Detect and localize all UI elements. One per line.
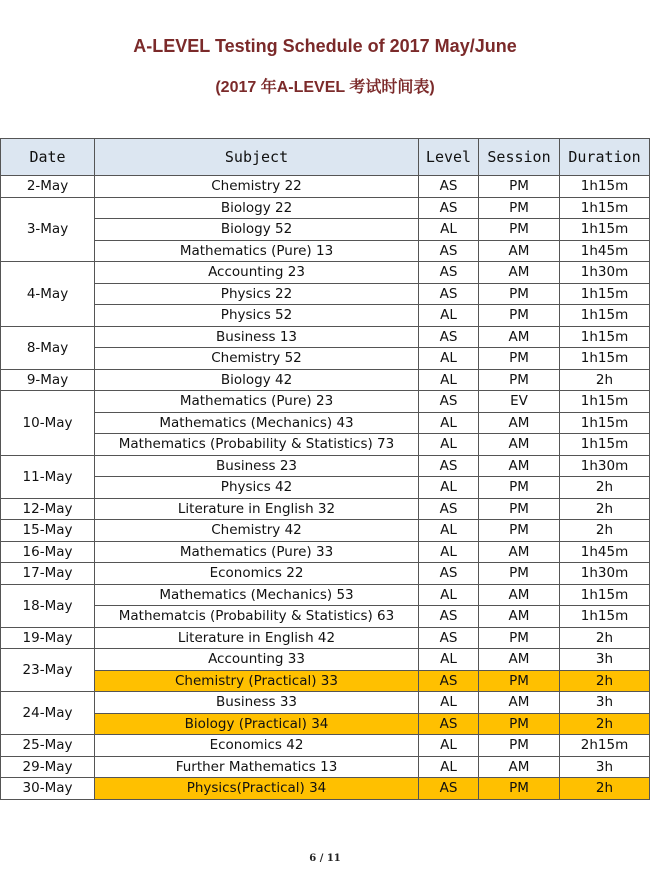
session-cell: AM: [479, 756, 560, 778]
duration-cell: 2h: [560, 477, 650, 499]
duration-cell: 1h30m: [560, 262, 650, 284]
table-row: [1, 412, 650, 434]
table-row: [1, 434, 650, 456]
duration-cell: 2h: [560, 713, 650, 735]
subject-cell: Mathematics (Pure) 23: [95, 391, 419, 413]
duration-cell: 2h: [560, 778, 650, 800]
level-cell: AL: [419, 692, 479, 714]
table-row: [1, 498, 650, 520]
duration-cell: 1h15m: [560, 606, 650, 628]
table-row: [1, 756, 650, 778]
level-cell: AL: [419, 434, 479, 456]
table-row: [1, 692, 650, 714]
level-cell: AS: [419, 197, 479, 219]
date-cell: 12-May: [1, 498, 95, 520]
level-cell: AS: [419, 627, 479, 649]
date-cell: 8-May: [1, 326, 95, 369]
level-cell: AS: [419, 176, 479, 198]
subject-cell: Physics(Practical) 34: [95, 778, 419, 800]
level-cell: AS: [419, 326, 479, 348]
table-row: [1, 563, 650, 585]
subject-cell: Physics 52: [95, 305, 419, 327]
session-cell: PM: [479, 670, 560, 692]
level-cell: AS: [419, 713, 479, 735]
duration-cell: 3h: [560, 692, 650, 714]
level-cell: AL: [419, 541, 479, 563]
subject-cell: Biology 52: [95, 219, 419, 241]
table-row: [1, 176, 650, 198]
subject-cell: Chemistry 22: [95, 176, 419, 198]
table-row: [1, 713, 650, 735]
duration-cell: 1h45m: [560, 541, 650, 563]
subject-cell: Mathematics (Pure) 33: [95, 541, 419, 563]
level-cell: AL: [419, 520, 479, 542]
level-cell: AL: [419, 649, 479, 671]
date-cell: 30-May: [1, 778, 95, 800]
session-cell: PM: [479, 219, 560, 241]
document-title: A-LEVEL Testing Schedule of 2017 May/June: [133, 36, 517, 56]
level-cell: AL: [419, 735, 479, 757]
column-header-level: Level: [419, 139, 479, 176]
table-row: [1, 541, 650, 563]
subject-cell: Business 13: [95, 326, 419, 348]
duration-cell: 1h15m: [560, 197, 650, 219]
session-cell: AM: [479, 649, 560, 671]
date-cell: 3-May: [1, 197, 95, 262]
duration-cell: 2h: [560, 670, 650, 692]
session-cell: AM: [479, 606, 560, 628]
date-cell: 11-May: [1, 455, 95, 498]
subject-cell: Literature in English 32: [95, 498, 419, 520]
session-cell: PM: [479, 283, 560, 305]
session-cell: PM: [479, 520, 560, 542]
table-row: [1, 348, 650, 370]
date-cell: 15-May: [1, 520, 95, 542]
subject-cell: Mathematics (Mechanics) 53: [95, 584, 419, 606]
session-cell: PM: [479, 477, 560, 499]
table-row: [1, 197, 650, 219]
subject-cell: Economics 22: [95, 563, 419, 585]
session-cell: PM: [479, 348, 560, 370]
level-cell: AS: [419, 240, 479, 262]
table-row: [1, 262, 650, 284]
column-header-date: Date: [1, 139, 95, 176]
date-cell: 24-May: [1, 692, 95, 735]
session-cell: PM: [479, 369, 560, 391]
date-cell: 18-May: [1, 584, 95, 627]
date-cell: 17-May: [1, 563, 95, 585]
session-cell: PM: [479, 197, 560, 219]
date-cell: 10-May: [1, 391, 95, 456]
level-cell: AL: [419, 219, 479, 241]
session-cell: AM: [479, 584, 560, 606]
session-cell: AM: [479, 434, 560, 456]
duration-cell: 1h15m: [560, 326, 650, 348]
table-row: [1, 606, 650, 628]
session-cell: AM: [479, 692, 560, 714]
level-cell: AL: [419, 412, 479, 434]
duration-cell: 2h: [560, 627, 650, 649]
subject-cell: Accounting 33: [95, 649, 419, 671]
session-cell: PM: [479, 778, 560, 800]
schedule-body: [1, 176, 650, 800]
table-row: [1, 735, 650, 757]
duration-cell: 3h: [560, 649, 650, 671]
level-cell: AS: [419, 606, 479, 628]
level-cell: AS: [419, 778, 479, 800]
session-cell: PM: [479, 563, 560, 585]
level-cell: AL: [419, 584, 479, 606]
duration-cell: 1h30m: [560, 563, 650, 585]
column-header-duration: Duration: [560, 139, 650, 176]
date-cell: 25-May: [1, 735, 95, 757]
subject-cell: Chemistry 52: [95, 348, 419, 370]
level-cell: AS: [419, 455, 479, 477]
level-cell: AS: [419, 498, 479, 520]
table-row: [1, 649, 650, 671]
subject-cell: Chemistry (Practical) 33: [95, 670, 419, 692]
duration-cell: 2h15m: [560, 735, 650, 757]
subject-cell: Biology (Practical) 34: [95, 713, 419, 735]
session-cell: PM: [479, 627, 560, 649]
subject-cell: Business 33: [95, 692, 419, 714]
level-cell: AS: [419, 563, 479, 585]
duration-cell: 1h15m: [560, 305, 650, 327]
duration-cell: 1h15m: [560, 584, 650, 606]
table-row: [1, 670, 650, 692]
level-cell: AL: [419, 756, 479, 778]
table-row: [1, 283, 650, 305]
table-row: [1, 627, 650, 649]
duration-cell: 3h: [560, 756, 650, 778]
level-cell: AS: [419, 670, 479, 692]
table-row: [1, 391, 650, 413]
duration-cell: 1h45m: [560, 240, 650, 262]
table-row: [1, 520, 650, 542]
duration-cell: 1h30m: [560, 455, 650, 477]
subject-cell: Accounting 23: [95, 262, 419, 284]
session-cell: AM: [479, 262, 560, 284]
page-number: 6 / 11: [309, 853, 341, 864]
duration-cell: 1h15m: [560, 219, 650, 241]
session-cell: PM: [479, 176, 560, 198]
table-row: [1, 584, 650, 606]
date-cell: 19-May: [1, 627, 95, 649]
session-cell: AM: [479, 326, 560, 348]
session-cell: AM: [479, 412, 560, 434]
column-header-subject: Subject: [95, 139, 419, 176]
session-cell: PM: [479, 735, 560, 757]
table-row: [1, 219, 650, 241]
date-cell: 23-May: [1, 649, 95, 692]
subject-cell: Biology 22: [95, 197, 419, 219]
document-subtitle: (2017 年A-LEVEL 考试时间表): [215, 79, 435, 96]
session-cell: AM: [479, 240, 560, 262]
subject-cell: Mathematics (Probability & Statistics) 73: [95, 434, 419, 456]
level-cell: AS: [419, 283, 479, 305]
subject-cell: Literature in English 42: [95, 627, 419, 649]
column-header-session: Session: [479, 139, 560, 176]
subject-cell: Mathematics (Mechanics) 43: [95, 412, 419, 434]
subject-cell: Economics 42: [95, 735, 419, 757]
duration-cell: 1h15m: [560, 176, 650, 198]
level-cell: AL: [419, 305, 479, 327]
subject-cell: Mathematcis (Probability & Statistics) 63: [95, 606, 419, 628]
table-row: [1, 778, 650, 800]
duration-cell: 2h: [560, 498, 650, 520]
date-cell: 29-May: [1, 756, 95, 778]
level-cell: AS: [419, 391, 479, 413]
date-cell: 9-May: [1, 369, 95, 391]
duration-cell: 1h15m: [560, 412, 650, 434]
subject-cell: Further Mathematics 13: [95, 756, 419, 778]
duration-cell: 1h15m: [560, 348, 650, 370]
table-row: [1, 369, 650, 391]
subject-cell: Physics 42: [95, 477, 419, 499]
duration-cell: 1h15m: [560, 391, 650, 413]
date-cell: 4-May: [1, 262, 95, 327]
table-row: [1, 455, 650, 477]
table-row: [1, 240, 650, 262]
subject-cell: Chemistry 42: [95, 520, 419, 542]
schedule-table: [0, 138, 650, 800]
session-cell: PM: [479, 713, 560, 735]
level-cell: AL: [419, 477, 479, 499]
session-cell: AM: [479, 455, 560, 477]
subject-cell: Physics 22: [95, 283, 419, 305]
session-cell: PM: [479, 305, 560, 327]
date-cell: 16-May: [1, 541, 95, 563]
table-row: [1, 326, 650, 348]
session-cell: PM: [479, 498, 560, 520]
duration-cell: 1h15m: [560, 283, 650, 305]
table-row: [1, 477, 650, 499]
duration-cell: 1h15m: [560, 434, 650, 456]
duration-cell: 2h: [560, 520, 650, 542]
session-cell: EV: [479, 391, 560, 413]
level-cell: AL: [419, 369, 479, 391]
level-cell: AS: [419, 262, 479, 284]
date-cell: 2-May: [1, 176, 95, 198]
session-cell: AM: [479, 541, 560, 563]
duration-cell: 2h: [560, 369, 650, 391]
subject-cell: Business 23: [95, 455, 419, 477]
header-row: [1, 139, 650, 176]
subject-cell: Biology 42: [95, 369, 419, 391]
subject-cell: Mathematics (Pure) 13: [95, 240, 419, 262]
table-row: [1, 305, 650, 327]
level-cell: AL: [419, 348, 479, 370]
